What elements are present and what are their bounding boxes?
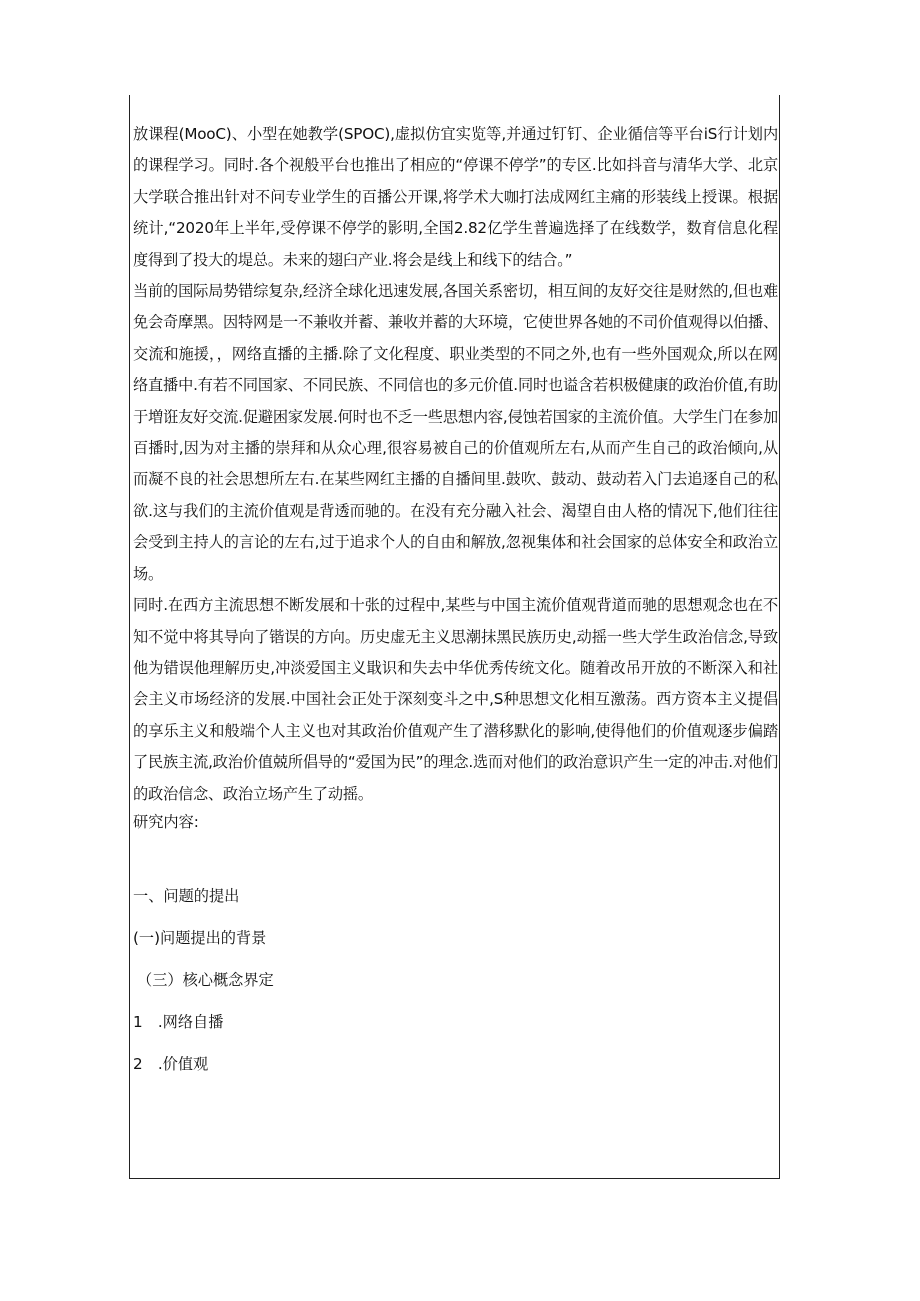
- heading-core-concepts: （三）核心概念界定: [137, 970, 274, 989]
- research-content-label: 研究内容:: [133, 812, 199, 831]
- paragraph-western-thought: 同时.在西方主流思想不断发展和十张的过程中,某些与中国主流价值观背道而驰的思想观念也在不知不觉中将其导向了锴误的方向。历史虚无主义思潮抹黑民族历史,动摇一些大学生政治信念,导致他为错误他理解历史,冲淡爱国主义戢识和失去中华优秀传统文化。随着改吊开放的不断深入和社会主义市场经济的发展.中国社会正处于深刻变斗之中,S种思想文化相互激荡。西方资本主义提倡的享乐主义和般端个人主义也对其政治价值观产生了潜移默化的影响,使得他们的价值观逐步偏踏了民族主流,政治价值兢所倡导的“爱国为民”的理念.选而对他们的政治意识产生一定的冲击.对他们的政治信念、政治立场产生了动摇。: [133, 596, 778, 803]
- heading-values: 2 .价值观: [133, 1054, 209, 1073]
- document-body: [133, 119, 778, 1094]
- heading-live-streaming: 1 .网络自播: [133, 1012, 224, 1031]
- paragraph-online-education: 放课程(MooC)、小型在她教学(SPOC),虚拟仿宜实览等,并通过钉钉、企业循信等平台iS行计划内的课程学习。同时.各个视般平台也推出了相应的“停课不停学”的专区.比如抖音与清华大学、北京大学联合推出针对不问专业学生的百播公开课,将学术大咖打法成网红主痛的形装线上授课。根据统计,“2020年上半年,受停课不停学的影明,全国2.82亿学生普遍选择了在线数学，数育信息化程度得到了投大的堤总。未来的翅臼产业.将会是线上和线下的结合。”: [133, 125, 778, 269]
- paragraph-international-situation: 当前的国际局势错综复杂,经济全球化迅速发展,各国关系密切，相互间的友好交往是财然的,但也难免会奇摩黑。因特网是一不兼收并蓄、兼收并蓄的大环境，它使世界各她的不司价值观得以伯播、交流和施援，，网络直播的主播.除了文化程度、职业类型的不同之外,也有一些外国观众,所以在网络直播中.有若不同国家、不同民族、不同信也的多元价值.同时也谥含若枳极健康的政治价值,有助于増诳友好交流.促避困家发展.何时也不乏一些思想内容,侵蚀若国家的主流价值。大学生门在参加百播时,因为对主播的崇拜和从众心理,很容易被自己的价值观所左右,从而产生自己的政治倾向,从而凝不良的社会思想所左右.在某些网红主播的自播间里.鼓吹、鼓动、鼓动若入门去追逐自己的私欲.这与我们的主流价值观是背透而驰的。在没有充分融入社会、渴望自由人格的情况下,他们往往会受到主持人的言论的左右,过于追求个人的自由和解放,忽视集体和社会国家的总体安全和政治立场。: [133, 282, 778, 583]
- heading-background: (一)问题提出的背景: [133, 928, 267, 947]
- blank-space: [133, 834, 778, 884]
- heading-problem-raised: 一、问题的提出: [133, 886, 240, 905]
